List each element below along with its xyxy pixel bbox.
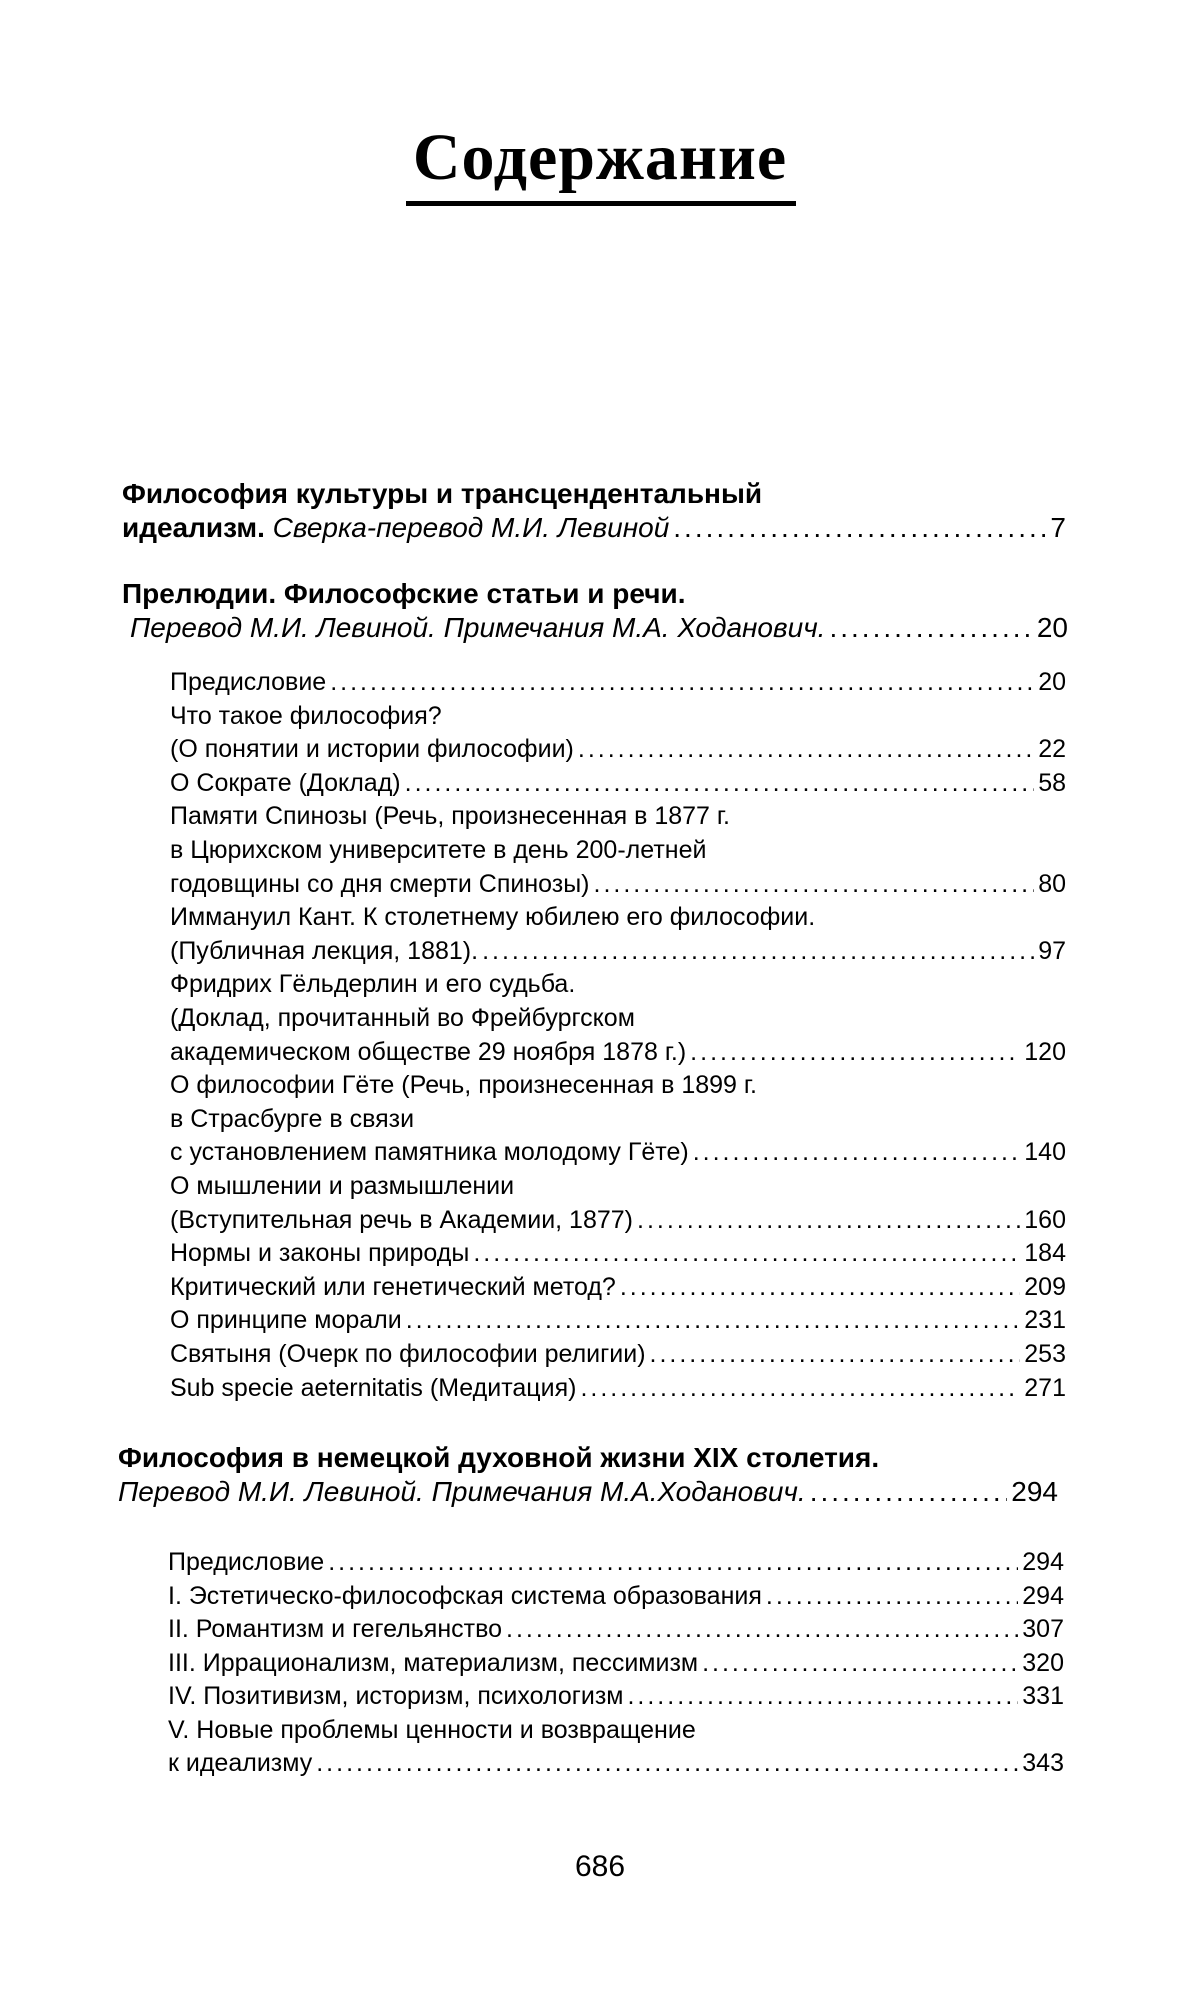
toc-entry-page: 307 [1022, 1615, 1064, 1643]
section-1-page: 7 [1050, 512, 1066, 543]
dot-leader [627, 1682, 1018, 1711]
section-1-heading-line2: идеализм. [122, 512, 265, 543]
toc-entry-page: 331 [1022, 1682, 1064, 1710]
toc-entry-page: 231 [1024, 1306, 1066, 1335]
toc-entry[interactable] [170, 1340, 1066, 1369]
toc-entry[interactable] [168, 1649, 1064, 1678]
dot-leader [637, 1206, 1020, 1235]
toc-entry-title: годовщины со дня смерти Спинозы) [170, 869, 590, 898]
toc-entry-page: 140 [1024, 1138, 1066, 1167]
toc-entry[interactable] [168, 1548, 1064, 1577]
dot-leader [316, 1749, 1018, 1778]
toc-entry[interactable] [170, 870, 1066, 899]
toc-entry[interactable] [170, 735, 1066, 764]
toc-entry-page: 253 [1024, 1340, 1066, 1368]
toc-entry-title: I. Эстетическо-философская система образования [168, 1581, 762, 1610]
toc-entry[interactable] [168, 1582, 1064, 1611]
dot-leader [580, 1374, 1020, 1403]
dot-leader [405, 769, 1035, 798]
dot-leader [693, 1138, 1021, 1167]
toc-entry-page: 120 [1024, 1037, 1066, 1066]
dot-leader [620, 1273, 1020, 1302]
toc-entry-title: (Публичная лекция, 1881). [170, 936, 479, 965]
toc-entry-line [170, 1105, 414, 1134]
toc-entry-line [170, 836, 706, 865]
toc-entry[interactable] [170, 668, 1066, 697]
dot-leader [482, 937, 1034, 966]
toc-entry-page: 294 [1022, 1548, 1064, 1576]
dot-leader [406, 1306, 1021, 1335]
section-1-entry[interactable] [122, 512, 1066, 544]
toc-entry-title: III. Иррационализм, материализм, пессимизм [168, 1648, 699, 1677]
toc-entry[interactable] [170, 937, 1066, 966]
toc-entry-page: 343 [1022, 1749, 1064, 1777]
section-1-credit: Сверка-перевод М.И. Левиной [272, 512, 670, 543]
dot-leader [829, 612, 1032, 644]
dot-leader [673, 512, 1046, 544]
toc-entry-title: (О понятии и истории философии) [170, 735, 574, 764]
toc-entry-title: Предисловие [168, 1548, 325, 1576]
toc-entry-line [168, 1716, 696, 1745]
toc-entry-title: О принципе морали [170, 1306, 402, 1335]
toc-entry[interactable] [168, 1749, 1064, 1778]
toc-entry-title: в Цюрихском университете в день 200-летней [170, 836, 707, 864]
toc-entry[interactable] [170, 1038, 1066, 1067]
section-1-heading-line1: Философия культуры и трансцендентальный [122, 478, 763, 509]
section-3-entry[interactable] [118, 1476, 1058, 1508]
toc-entry-title: О мышлении и размышлении [170, 1172, 515, 1200]
toc-entry[interactable] [170, 1138, 1066, 1167]
dot-leader [766, 1582, 1018, 1611]
toc-entry-title: Что такое философия? [170, 701, 442, 730]
toc-entry-title: с установлением памятника молодому Гёте) [170, 1138, 689, 1167]
dot-leader [330, 668, 1034, 697]
toc-entry[interactable] [168, 1615, 1064, 1644]
toc-entry-title: в Страсбурге в связи [170, 1104, 415, 1133]
dot-leader [702, 1649, 1018, 1678]
toc-entry-page: 160 [1024, 1205, 1066, 1234]
toc-entry[interactable] [170, 1374, 1066, 1403]
toc-entry-title: Памяти Спинозы (Речь, произнесенная в 1877 г. [170, 802, 730, 831]
toc-entry-page: 80 [1038, 869, 1066, 898]
toc-entry[interactable] [170, 1306, 1066, 1335]
toc-entry-page: 271 [1024, 1373, 1066, 1402]
dot-leader [328, 1548, 1018, 1577]
section-2-heading: Прелюдии. Философские статьи и речи. [122, 578, 686, 609]
toc-entry-title: Святыня (Очерк по философии религии) [170, 1340, 646, 1368]
toc-entry-line [170, 903, 815, 932]
toc-entry-title: академическом обществе 29 ноября 1878 г.) [170, 1037, 687, 1066]
dot-leader [473, 1239, 1020, 1268]
toc-entry-line [170, 1172, 514, 1201]
toc-entry-title: Предисловие [170, 668, 327, 696]
toc-entry-page: 184 [1024, 1239, 1066, 1268]
toc-entry-title: IV. Позитивизм, историзм, психологизм [168, 1682, 624, 1710]
section-2-credit: Перевод М.И. Левиной. Примечания М.А. Ходанович. [130, 612, 826, 643]
section-2-page: 20 [1036, 612, 1068, 643]
toc-entry-page: 294 [1022, 1581, 1064, 1610]
dot-leader [594, 870, 1035, 899]
dot-leader [650, 1340, 1021, 1369]
toc-entry-line [170, 802, 730, 831]
toc-entry-page: 58 [1038, 768, 1066, 797]
toc-entry-title: к идеализму [168, 1749, 313, 1777]
toc-entry-title: Нормы и законы природы [170, 1239, 470, 1268]
toc-entry-title: Sub specie aeternitatis (Медитация) [170, 1373, 577, 1402]
toc-entry-title: Иммануил Кант. К столетнему юбилею его философии. [170, 903, 816, 932]
dot-leader [506, 1615, 1018, 1644]
toc-entry[interactable] [168, 1682, 1064, 1711]
section-3-heading: Философия в немецкой духовной жизни XIX столетия. [118, 1442, 880, 1473]
section-2-entry[interactable] [130, 612, 1068, 644]
toc-entry-title: О философии Гёте (Речь, произнесенная в 1899 г. [170, 1071, 757, 1100]
section-3-page: 294 [1011, 1476, 1058, 1507]
toc-entry-title: Фридрих Гёльдерлин и его судьба. [170, 970, 576, 999]
toc-entry-page: 320 [1022, 1648, 1064, 1677]
page-number: 686 [574, 1850, 626, 1883]
toc-entry-title: V. Новые проблемы ценности и возвращение [168, 1715, 696, 1744]
toc-entry-page: 97 [1038, 936, 1066, 965]
dot-leader [690, 1038, 1020, 1067]
toc-entry-title: О Сократе (Доклад) [170, 768, 401, 797]
dot-leader [810, 1476, 1008, 1508]
page-title: Содержание [412, 121, 788, 194]
toc-entry-title: (Вступительная речь в Академии, 1877) [170, 1205, 633, 1234]
section-3-credit: Перевод М.И. Левиной. Примечания М.А.Ходанович. [118, 1476, 806, 1507]
dot-leader [578, 735, 1034, 764]
toc-entry[interactable] [170, 1206, 1066, 1235]
toc-entry-page: 20 [1038, 668, 1066, 696]
toc-entry-title: (Доклад, прочитанный во Фрейбургском [170, 1004, 635, 1032]
toc-entry-title: Критический или генетический метод? [170, 1272, 616, 1301]
toc-entry[interactable] [170, 1239, 1066, 1268]
toc-entry-line [170, 1071, 757, 1100]
toc-entry-line [170, 702, 442, 731]
toc-entry-line [170, 1004, 635, 1033]
toc-entry-page: 22 [1038, 735, 1066, 764]
toc-entry-page: 209 [1024, 1272, 1066, 1301]
toc-entry-line [170, 970, 575, 999]
toc-entry[interactable] [170, 769, 1066, 798]
toc-entry-title: II. Романтизм и гегельянство [168, 1615, 503, 1643]
toc-entry[interactable] [170, 1273, 1066, 1302]
